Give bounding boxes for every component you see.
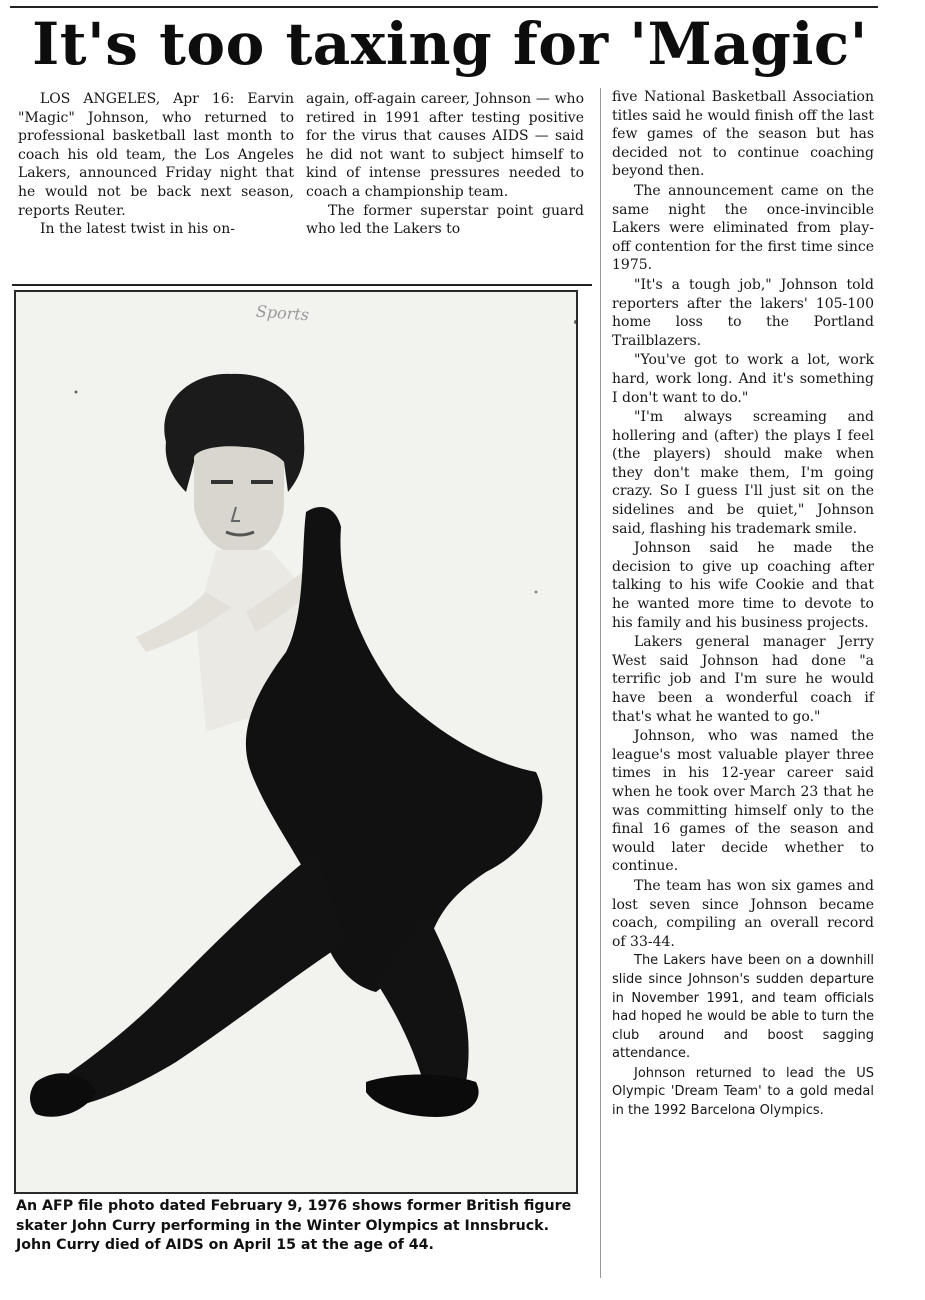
paragraph: "You've got to work a lot, work hard, work long. And it's something I don't want to do." xyxy=(612,352,874,406)
paragraph: Johnson returned to lead the US Olympic 'Dream Team' to a gold medal in the 1992 Barcelona Olympics. xyxy=(612,1065,874,1119)
headline: It's too taxing for 'Magic' xyxy=(32,10,868,78)
paragraph: "It's a tough job," Johnson told reporters after the lakers' 105-100 home loss to the Portland Trailblazers. xyxy=(612,276,874,349)
paragraph: "I'm always screaming and hollering and (after) the plays I feel (the players) should make when they don't make them, I'm going crazy. So I guess I'll just sit on the sidelines and be quiet," Johnson said, flashing his trademark smile. xyxy=(612,409,874,537)
photo-caption: An AFP file photo dated February 9, 1976 shows former British figure skater John Curry performing in the Winter Olympics at Innsbruck. John Curry died of AIDS on April 15 at the age of 44. xyxy=(16,1198,572,1253)
paragraph: The announcement came on the same night the once-invincible Lakers were eliminated from play-off contention for the first time since 1975. xyxy=(612,182,874,274)
photo-top-rule xyxy=(12,284,592,286)
paragraph: The team has won six games and lost seven since Johnson became coach, compiling an overall record of 33-44. xyxy=(612,877,874,950)
handwritten-note: Sports xyxy=(255,301,310,325)
figure-skater-photo xyxy=(14,290,578,1194)
paragraph: five National Basketball Association titles said he would finish off the last few games of the season but has decided not to continue coaching beyond then. xyxy=(612,89,874,180)
skater-illustration xyxy=(16,292,576,1192)
paragraph: The Lakers have been on a downhill slide since Johnson's sudden departure in November 1991, and team officials had hoped he would be able to turn the club around and boost sagging attendance. xyxy=(612,953,874,1062)
paragraph: Lakers general manager Jerry West said Johnson had done "a terrific job and I'm sure he would have been a wonderful coach if that's what he wanted to go." xyxy=(612,634,874,725)
paragraph: In the latest twist in his on- xyxy=(40,221,235,238)
article-column-1 xyxy=(18,90,294,239)
column-divider xyxy=(600,88,601,1278)
paragraph: Johnson said he made the decision to give up coaching after talking to his wife Cookie and that he wanted more time to devote to his family and his business projects. xyxy=(612,540,874,631)
paragraph: again, off-again career, Johnson — who retired in 1991 after testing positive for the virus that causes AIDS — said he did not want to subject himself to kind of intense pressures needed to coach a championship team. xyxy=(306,91,584,200)
paragraph: The former superstar point guard who led the Lakers to xyxy=(306,202,584,238)
paragraph: LOS ANGELES, Apr 16: Earvin "Magic" Johnson, who returned to professional basketball last month to coach his old team, the Los Angeles Lakers, announced Friday night that he would not be back next season, reports Reuter. xyxy=(18,91,294,219)
article-column-2 xyxy=(306,90,584,239)
article-column-3 xyxy=(612,88,874,1122)
paragraph: Johnson, who was named the league's most valuable player three times in his 12-year career said when he took over March 23 that he was committing himself only to the final 16 games of the season and would later decide whether to continue. xyxy=(612,728,874,875)
